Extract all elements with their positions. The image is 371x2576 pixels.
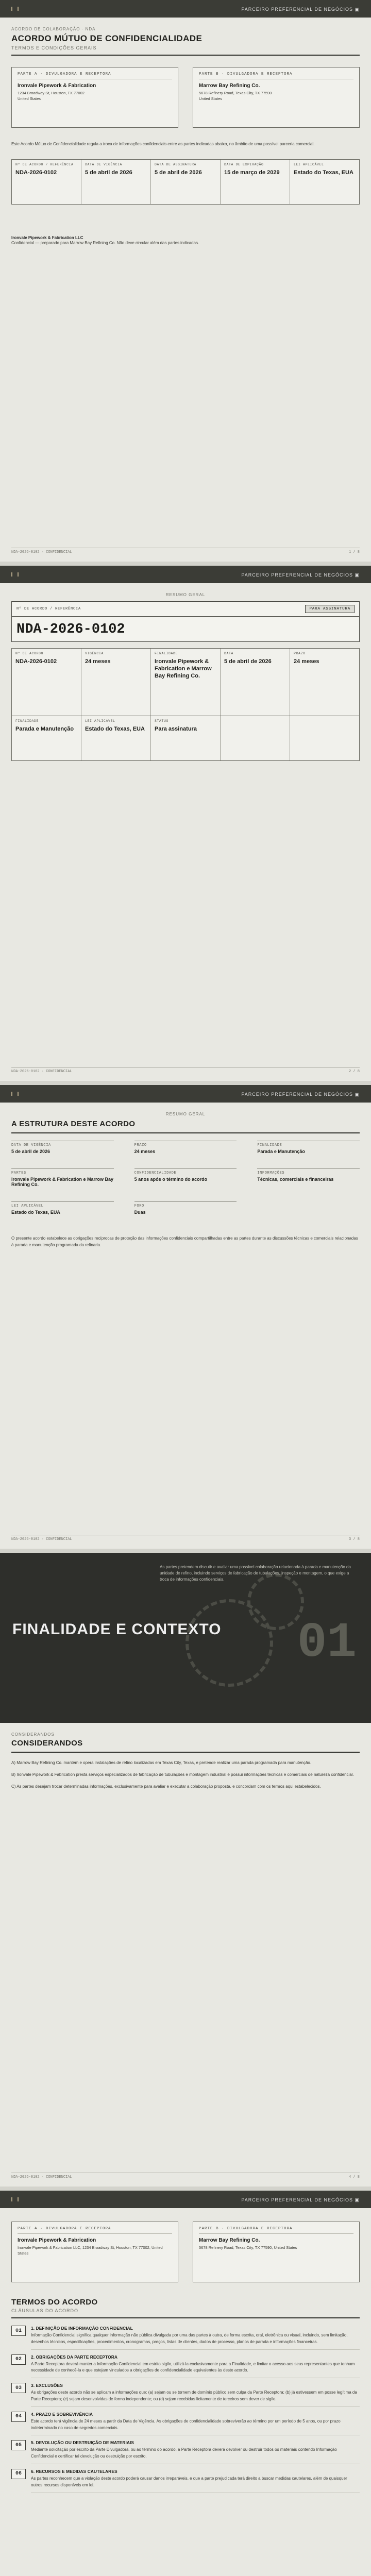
structure-value: Duas: [134, 1210, 146, 1215]
summary-value: 24 meses: [294, 658, 319, 665]
structure-kicker: RESUMO GERAL: [165, 1112, 206, 1116]
reference-number: NDA-2026-0102: [16, 622, 125, 637]
summary-cell: [221, 649, 290, 716]
disclaimer-name: Ironvale Pipework & Fabrication LLC: [11, 235, 83, 240]
summary-value: 24 meses: [85, 658, 111, 665]
clause-number: 05: [11, 2440, 26, 2450]
meta-cell: [12, 160, 81, 204]
footer-left: NDA-2026-0102 · CONFIDENCIAL: [11, 1537, 72, 1541]
summary-label: LEI APLICÁVEL: [85, 719, 115, 723]
party-b-address: 5678 Refinery Road, Texas City, TX 77590 United States: [199, 91, 272, 101]
summary-grid: [11, 648, 360, 716]
meta-label: DATA DE ASSINATURA: [155, 162, 197, 166]
structure-item: [134, 1141, 237, 1154]
clause-body: Informação Confidencial significa qualquer informação não pública divulgada por uma das partes à outra, de forma escrita, oral, eletrônica ou visual, incluindo, sem limitação, desenhos técnicos, especificações, procedimentos, cronogramas, preços, listas de clientes, dados de processo, planos de parada e informações financeiras.: [31, 2333, 348, 2344]
clause-title: 3. EXCLUSÕES: [31, 2383, 63, 2388]
status-pill[interactable]: PARA ASSINATURA: [305, 605, 355, 613]
page-gap: [0, 562, 371, 566]
summary-cell: [12, 716, 81, 760]
clause-number: 04: [11, 2412, 26, 2422]
party-a-address: 1234 Broadway St, Houston, TX 77002 United States: [18, 91, 85, 101]
purpose-intro: As partes pretendem discutir e avaliar uma possível colaboração relacionada à parada e manutenção da unidade de refino, incluindo serviços de fabricação de tubulações, inspeção e montagem, o que exige a troca de informações confidenciais.: [160, 1565, 351, 1582]
summary-value: Para assinatura: [155, 726, 197, 732]
page-cover: [0, 0, 371, 562]
clause-body: A Parte Receptora deverá manter a Informação Confidencial em estrito sigilo, utilizá-la exclusivamente para a Finalidade, e limitar o acesso aos seus representantes que tenham necessidade de conhecê-la e que estejam vinculados a obrigações de confidencialidade equivalentes às deste acordo.: [31, 2361, 355, 2373]
page-number: 1 / 8: [348, 550, 360, 554]
consideration-b: B) Ironvale Pipework & Fabrication presta serviços especializados de fabricação de tubulações e montagem industrial e possui informações técnicas e comerciais de natureza confidencial.: [11, 1772, 354, 1777]
clause-title: 5. DEVOLUÇÃO OU DESTRUIÇÃO DE MATERIAIS: [31, 2440, 134, 2446]
page-footer: [11, 1067, 360, 1074]
page-header: PARCEIRO PREFERENCIAL DE NEGÓCIOS ▣: [0, 2191, 371, 2208]
terms-subtitle: CLÁUSULAS DO ACORDO: [11, 2308, 79, 2313]
cover-meta-grid: [11, 159, 360, 205]
structure-item: [134, 1168, 237, 1187]
clause-title: 1. DEFINIÇÃO DE INFORMAÇÃO CONFIDENCIAL: [31, 2326, 133, 2331]
purpose-kicker: CONSIDERANDOS: [11, 1732, 55, 1737]
divider: [11, 2317, 360, 2318]
structure-value: Técnicas, comerciais e financeiras: [257, 1177, 334, 1182]
structure-label: DATA DE VIGÊNCIA: [11, 1143, 51, 1147]
meta-cell: [221, 160, 290, 204]
structure-title: A ESTRUTURA DESTE ACORDO: [11, 1120, 136, 1128]
meta-cell: [151, 160, 221, 204]
structure-body: O presente acordo estabelece as obrigações recíprocas de proteção das informações confidenciais compartilhadas entre as partes durante as discussões técnicas e comerciais relacionadas à parada e manutenção programada da refinaria.: [11, 1236, 358, 1247]
party-a-card: [11, 67, 178, 128]
divider: [11, 55, 360, 56]
clause: [11, 2440, 360, 2464]
summary-cell-empty: [290, 716, 359, 760]
party-b-address: 5678 Refinery Road, Texas City, TX 77590, United States: [199, 2245, 297, 2250]
party-b-name: Marrow Bay Refining Co.: [199, 2238, 260, 2243]
summary-label: Nº DE ACORDO: [15, 652, 44, 655]
party-a-name: Ironvale Pipework & Fabrication: [18, 2238, 96, 2243]
page-number: 3 / 8: [348, 1537, 360, 1541]
divider: [11, 1132, 360, 1133]
summary-cell-empty: [221, 716, 290, 760]
meta-cell: [290, 160, 359, 204]
purpose-hero: [0, 1553, 371, 1723]
page-footer: [11, 1535, 360, 1541]
summary-label: STATUS: [155, 719, 169, 723]
clause-number: 01: [11, 2326, 26, 2336]
clause-body: As partes reconhecem que a violação deste acordo poderá causar danos irreparáveis, e que a parte prejudicada terá direito a buscar medidas cautelares, além de quaisquer outros recursos disponíveis em lei.: [31, 2476, 347, 2487]
cover-title: ACORDO MÚTUO DE CONFIDENCIALIDADE: [11, 33, 203, 43]
considerations-title: CONSIDERANDOS: [11, 1739, 83, 1748]
page-terms: [0, 2191, 371, 2576]
party-a-label: PARTE A · DIVULGADORA E RECEPTORA: [18, 72, 172, 79]
clause: [11, 2412, 360, 2436]
summary-label: PRAZO: [294, 652, 306, 655]
page-header: PARCEIRO PREFERENCIAL DE NEGÓCIOS ▣: [0, 1085, 371, 1103]
summary-value: NDA-2026-0102: [15, 658, 57, 665]
meta-label: LEI APLICÁVEL: [294, 162, 324, 166]
clause-title: 6. RECURSOS E MEDIDAS CAUTELARES: [31, 2468, 117, 2474]
clause-body: Este acordo terá vigência de 24 meses a partir da Data de Vigência. As obrigações de confidencialidade sobreviverão ao término por um período de 5 anos, ou por prazo indeterminado no caso de segredos comerciais.: [31, 2418, 341, 2430]
summary-label: FINALIDADE: [155, 652, 178, 655]
summary-cell: [12, 649, 81, 716]
structure-item: [11, 1141, 114, 1154]
meta-value: 15 de março de 2029: [224, 169, 280, 176]
summary-label: DATA: [224, 652, 234, 655]
meta-value: Estado do Texas, EUA: [294, 169, 353, 176]
structure-value: 5 anos após o término do acordo: [134, 1177, 208, 1182]
summary-cell: [151, 716, 221, 760]
clause-number: 06: [11, 2469, 26, 2479]
party-b-label: PARTE B · DIVULGADORA E RECEPTORA: [199, 72, 353, 79]
footer-left: NDA-2026-0102 · CONFIDENCIAL: [11, 550, 72, 554]
party-a-label: PARTE A · DIVULGADORA E RECEPTORA: [18, 2227, 172, 2234]
summary-kicker: RESUMO GERAL: [165, 592, 206, 597]
terms-title: TERMOS DO ACORDO: [11, 2298, 98, 2307]
meta-cell: [81, 160, 151, 204]
summary-grid-2: [11, 716, 360, 761]
page-gap: [0, 1081, 371, 1085]
divider: [11, 1752, 360, 1753]
structure-grid: [11, 1141, 360, 1215]
summary-cell: [81, 716, 151, 760]
summary-value: Estado do Texas, EUA: [85, 726, 145, 732]
clause: [11, 2469, 360, 2493]
structure-item: [257, 1168, 360, 1187]
structure-value: Ironvale Pipework & Fabrication e Marrow Bay Refining Co.: [11, 1177, 114, 1187]
summary-cell: [81, 649, 151, 716]
structure-item: [257, 1141, 360, 1154]
meta-value: 5 de abril de 2026: [155, 169, 202, 176]
clause-title: 4. PRAZO E SOBREVIVÊNCIA: [31, 2411, 93, 2417]
clause-body: As obrigações deste acordo não se aplicam a informações que: (a) sejam ou se tornem de domínio público sem culpa da Parte Receptora; (b) já estivessem em posse legítima da Parte Receptora; (c) sejam desenvolvidas de forma independente; ou (d) sejam recebidas licitamente de terceiros sem dever de sigilo.: [31, 2390, 357, 2401]
clause-title: 2. OBRIGAÇÕES DA PARTE RECEPTORA: [31, 2354, 117, 2360]
summary-cell: [290, 649, 359, 716]
structure-value: 5 de abril de 2026: [11, 1149, 50, 1154]
summary-value: Parada e Manutenção: [15, 726, 74, 732]
page-gap: [0, 1549, 371, 1553]
page-header: PARCEIRO PREFERENCIAL DE NEGÓCIOS ▣: [0, 566, 371, 583]
party-a-address: Ironvale Pipework & Fabrication LLC, 1234 Broadway St, Houston, TX 77002, United States: [18, 2245, 163, 2256]
consideration-a: A) Marrow Bay Refining Co. mantém e opera instalações de refino localizadas em Texas City, Texas, e pretende realizar uma parada programada para manutenção.: [11, 1760, 312, 1765]
footer-left: NDA-2026-0102 · CONFIDENCIAL: [11, 1070, 72, 1074]
structure-label: FINALIDADE: [257, 1143, 282, 1147]
structure-label: CONFIDENCIALIDADE: [134, 1171, 177, 1175]
disclaimer-text: Confidencial — preparado para Marrow Bay Refining Co. Não deve circular além das partes indicadas.: [11, 240, 199, 245]
party-b-card: [193, 67, 360, 128]
structure-item: [11, 1168, 114, 1187]
summary-value: 5 de abril de 2026: [224, 658, 272, 665]
structure-label: LEI APLICÁVEL: [11, 1204, 44, 1208]
structure-value: Estado do Texas, EUA: [11, 1210, 60, 1215]
consideration-c: C) As partes desejam trocar determinadas informações, exclusivamente para avaliar e executar a colaboração proposta, e concordam com os termos aqui estabelecidos.: [11, 1784, 321, 1789]
structure-item: [11, 1201, 114, 1215]
party-a-card: [11, 2222, 178, 2282]
structure-label: PARTES: [11, 1171, 26, 1175]
structure-item: [134, 1201, 237, 1215]
clause-number: 03: [11, 2383, 26, 2393]
reference-label: Nº DE ACORDO / REFERÊNCIA: [16, 607, 81, 611]
page-number: 4 / 8: [348, 2175, 360, 2179]
summary-label: VIGÊNCIA: [85, 652, 104, 655]
meta-label: DATA DE EXPIRAÇÃO: [224, 162, 264, 166]
meta-label: DATA DE VIGÊNCIA: [85, 162, 123, 166]
page-header: PARCEIRO PREFERENCIAL DE NEGÓCIOS ▣: [0, 0, 371, 18]
structure-value: Parada e Manutenção: [257, 1149, 305, 1154]
clause-number: 02: [11, 2354, 26, 2365]
summary-cell: [151, 649, 221, 716]
structure-label: INFORMAÇÕES: [257, 1171, 285, 1175]
party-a-name: Ironvale Pipework & Fabrication: [18, 83, 96, 89]
party-b-label: PARTE B · DIVULGADORA E RECEPTORA: [199, 2227, 353, 2234]
cover-subtitle: TERMOS E CONDIÇÕES GERAIS: [11, 45, 97, 50]
footer-left: NDA-2026-0102 · CONFIDENCIAL: [11, 2175, 72, 2179]
summary-label: FINALIDADE: [15, 719, 39, 723]
clause-body: Mediante solicitação por escrito da Parte Divulgadora, ou ao término do acordo, a Parte Receptora deverá devolver ou destruir todos os materiais contendo Informação Confidencial e certificar tal devolução ou destruição por escrito.: [31, 2447, 337, 2459]
page-footer: [11, 2173, 360, 2179]
cover-intro: Este Acordo Mútuo de Confidencialidade regula a troca de informações confidenciais entre as partes indicadas abaixo, no âmbito de uma possível parceria comercial.: [11, 142, 315, 146]
structure-label: PRAZO: [134, 1143, 147, 1147]
purpose-title: FINALIDADE E CONTEXTO: [12, 1621, 222, 1638]
summary-value: Ironvale Pipework & Fabrication e Marrow Bay Refining Co.: [155, 658, 212, 679]
party-b-name: Marrow Bay Refining Co.: [199, 83, 260, 89]
clause: [11, 2326, 360, 2350]
meta-label: Nº DE ACORDO / REFERÊNCIA: [15, 162, 74, 166]
party-b-card: [193, 2222, 360, 2282]
page-purpose: [0, 1553, 371, 2187]
meta-value: NDA-2026-0102: [15, 169, 57, 176]
cover-kicker: ACORDO DE COLABORAÇÃO · NDA: [11, 27, 96, 31]
clause: [11, 2354, 360, 2379]
page-summary: [0, 566, 371, 1081]
section-number: 01: [297, 1615, 357, 1671]
structure-value: 24 meses: [134, 1149, 156, 1154]
meta-value: 5 de abril de 2026: [85, 169, 132, 176]
page-footer: [11, 548, 360, 554]
clause: [11, 2383, 360, 2407]
page-gap: [0, 2187, 371, 2191]
page-number: 2 / 8: [348, 1070, 360, 1074]
reference-box: [11, 601, 360, 642]
structure-label: FORO: [134, 1204, 144, 1208]
page-structure: [0, 1085, 371, 1549]
